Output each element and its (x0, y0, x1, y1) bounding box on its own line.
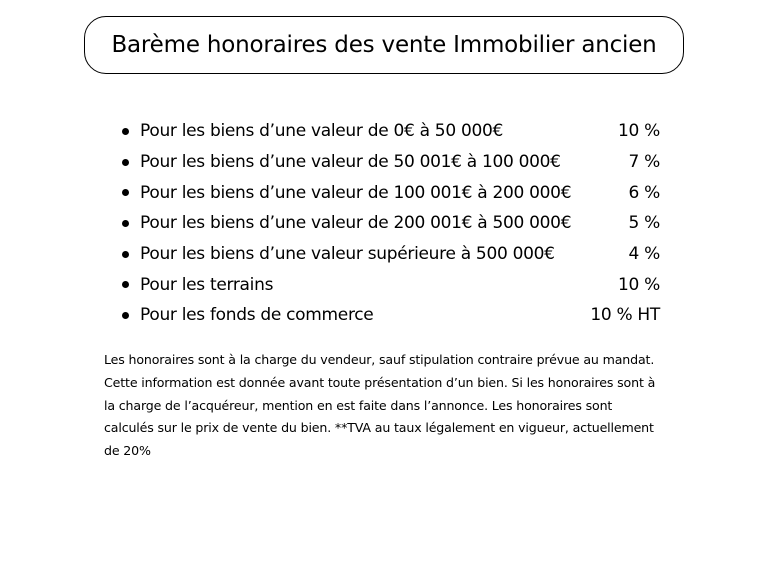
note-line: calculés sur le prix de vente du bien. **TVA au taux légalement en vigueur, actuellement (104, 420, 654, 436)
bullet-icon (122, 189, 129, 196)
fee-rate: 10 % (618, 274, 660, 295)
fee-rate: 7 % (628, 152, 660, 173)
page-title: Barème honoraires des vente Immobilier ancien (111, 32, 657, 58)
fee-rate: 6 % (628, 182, 660, 203)
fees-note (104, 349, 666, 463)
title-box (84, 16, 684, 74)
bullet-icon (122, 159, 129, 166)
bullet-icon (122, 251, 129, 258)
fee-label: Pour les biens d’une valeur de 100 001€ à 200 000€ (140, 182, 572, 203)
bullet-icon (122, 220, 129, 227)
fee-label: Pour les fonds de commerce (140, 305, 374, 326)
note-line: la charge de l’acquéreur, mention en est faite dans l’annonce. Les honoraires sont (104, 397, 613, 413)
fee-row-200k-500k (122, 208, 660, 239)
fee-label: Pour les terrains (140, 274, 274, 295)
bullet-icon (122, 128, 129, 135)
note-line: Cette information est donnée avant toute présentation d’un bien. Si les honoraires sont à (104, 374, 656, 390)
fee-row-terrains (122, 269, 660, 300)
fee-label: Pour les biens d’une valeur de 0€ à 50 000€ (140, 121, 504, 142)
fee-rate: 5 % (628, 213, 660, 234)
fee-label: Pour les biens d’une valeur de 50 001€ à 100 000€ (140, 152, 561, 173)
fee-row-fonds-commerce (122, 300, 660, 331)
fee-row-100k-200k (122, 177, 660, 208)
fee-row-0-50k (122, 116, 660, 147)
fee-label: Pour les biens d’une valeur supérieure à 500 000€ (140, 244, 555, 265)
bullet-icon (122, 312, 129, 319)
fee-label: Pour les biens d’une valeur de 200 001€ à 500 000€ (140, 213, 572, 234)
fee-rate: 10 % (618, 121, 660, 142)
bullet-icon (122, 281, 129, 288)
fee-rate: 4 % (628, 244, 660, 265)
fee-list (122, 116, 660, 331)
fee-row-over-500k (122, 239, 660, 270)
note-line: Les honoraires sont à la charge du vendeur, sauf stipulation contraire prévue au mandat. (104, 352, 655, 367)
note-line: de 20% (104, 443, 151, 459)
fee-row-50k-100k (122, 147, 660, 178)
fee-rate: 10 % HT (590, 305, 660, 326)
